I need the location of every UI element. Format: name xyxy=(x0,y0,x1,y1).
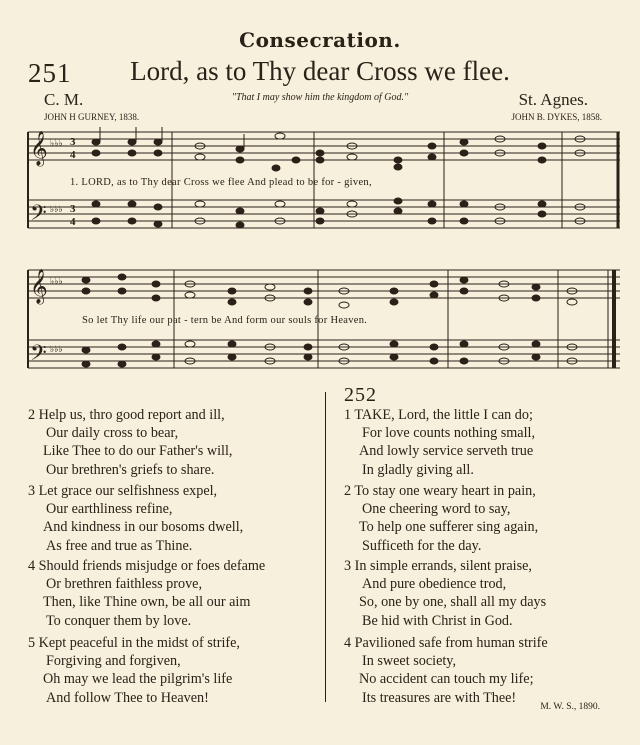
stanza-251-4: 4 Should friends misjudge or foes defame Or brethren faithless prove, Then, like Thine own, be all our aim To conquer them by love. xyxy=(28,558,266,629)
meter-label: C. M. xyxy=(44,90,84,109)
svg-text:𝄞: 𝄞 xyxy=(30,131,48,166)
tune-name: St. Agnes. xyxy=(518,90,588,109)
svg-text:𝄞: 𝄞 xyxy=(30,269,48,304)
svg-text:4: 4 xyxy=(70,149,76,161)
lyrics-line-1: 1. LORD, as to Thy dear Cross we flee And plead to be for - given, xyxy=(70,177,372,188)
svg-text:𝄢: 𝄢 xyxy=(30,341,47,371)
svg-text:4: 4 xyxy=(70,216,76,228)
author-credit: JOHN H GURNEY, 1838. xyxy=(44,112,140,122)
svg-text:♭♭♭: ♭♭♭ xyxy=(50,138,63,148)
svg-text:3: 3 xyxy=(70,136,76,148)
svg-text:♭♭♭: ♭♭♭ xyxy=(50,276,63,286)
stanza-251-5: 5 Kept peaceful in the midst of strife, Forgiving and forgiven, Oh may we lead the pilgrim's life And follow Thee to Heaven! xyxy=(28,635,240,706)
stanza-252-2: 2 To stay one weary heart in pain, One cheering word to say, To help one sufferer sing again, Sufficeth for the day. xyxy=(344,483,539,554)
hymn-number-252: 252 xyxy=(344,384,377,406)
section-title: Consecration. xyxy=(239,28,401,52)
svg-text:𝄢: 𝄢 xyxy=(30,201,47,231)
composer-credit: JOHN B. DYKES, 1858. xyxy=(511,112,602,122)
stanza-252-3: 3 In simple errands, silent praise, And pure obedience trod, So, one by one, shall all my days Be hid with Christ in God. xyxy=(344,558,547,629)
svg-text:3: 3 xyxy=(70,203,76,215)
motto: "That I may show him the kingdom of God." xyxy=(231,92,409,103)
hymn-number: 251 xyxy=(28,58,72,88)
svg-text:♭♭♭: ♭♭♭ xyxy=(50,344,63,354)
stanza-251-2: 2 Help us, thro good report and ill, Our daily cross to bear, Like Thee to do our Father's will, Our brethren's griefs to share. xyxy=(28,407,233,478)
hymn-title: Lord, as to Thy dear Cross we flee. xyxy=(130,56,510,86)
lyrics-line-2: So let Thy life our pat - tern be And form our souls for Heaven. xyxy=(82,315,368,326)
column-divider xyxy=(325,392,326,702)
stanza-252-1: 1 TAKE, Lord, the little I can do; For love counts nothing small, And lowly service serveth true In gladly giving all. xyxy=(344,407,536,478)
author-signature: M. W. S., 1890. xyxy=(540,702,600,712)
stanza-251-3: 3 Let grace our selfishness expel, Our earthliness refine, And kindness in our bosoms dwell, As free and true as Thine. xyxy=(28,483,244,554)
stanza-252-4: 4 Pavilioned safe from human strife In sweet society, No accident can touch my life; Its treasures are with Thee! xyxy=(344,635,548,706)
svg-text:♭♭♭: ♭♭♭ xyxy=(50,204,63,214)
